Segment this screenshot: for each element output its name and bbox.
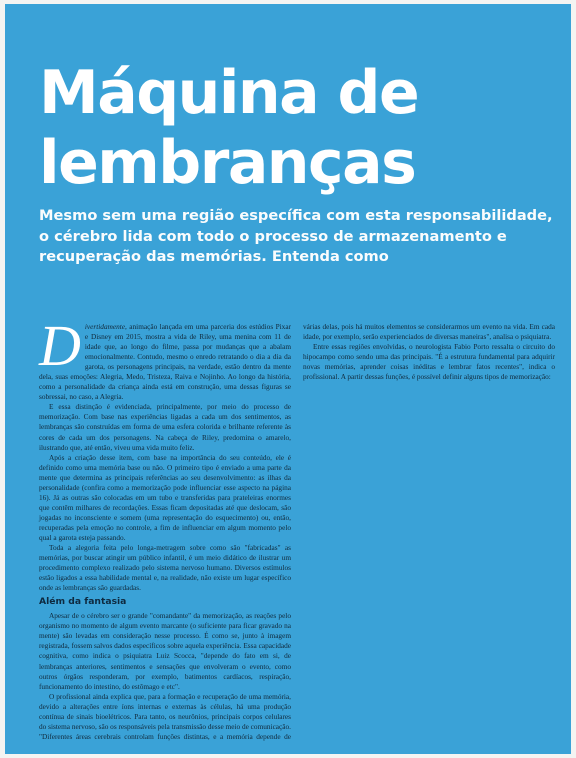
- paragraph-2: E essa distinção é evidenciada, principalmente, por meio do processo de memorização. Com base nas experiências ligadas a cada um dos sentimentos, as lembranças são construídas em forma de uma esfera colorida e brilhante referente às cores de cada um dos personagens. Na cabeça de Riley, predomina o amarelo, ilustrando que, até então, viveu uma vida muito feliz.: [39, 402, 291, 452]
- subtitle-line-2: o cérebro lida com todo o processo de armazenamento e: [39, 227, 507, 245]
- subtitle-line-1: Mesmo sem uma região específica com esta responsabilidade,: [39, 207, 553, 224]
- paragraph-intro-text: , animação lançada em uma parceria dos estúdios Pixar e Disney em 2015, mostra a vida de Riley, uma menina com 11 de idade que, ao longo do filme, passa por mudanças que a abalam emocionalmente. Contudo, mesmo o enredo retratando o dia a dia da garota, os personagens principais, na verdade, estão dentro da mente dela, suas emoções: Alegria, Medo, Tristeza, Raiva e Nojinho. Ao longo da história, como a personalidade da criança ainda está em construção, uma dessas figuras se sobressai, no caso, a Alegria.: [39, 322, 291, 402]
- paragraph-intro: [39, 313, 291, 402]
- subtitle-line-3: recuperação das memórias. Entenda como: [39, 248, 389, 265]
- title-line-1: Máquina de: [39, 58, 419, 128]
- paragraph-3: Após a criação desse item, com base na importância do seu conteúdo, ele é definido como uma memória base ou não. O primeiro tipo é enviado a uma parte da mente que determina as principais referências ao seu desenvolvimento: as ilhas da personalidade (confira como a memorização pode influenciar esse aspecto na página 16). Já as outras são colocadas em um tubo e transferidas para prateleiras enormes que contêm milhares de recordações. Essas ficam depositadas até que deslocam, são jogadas no inconsciente e somem (uma representação do esquecimento) ou, então, recuperadas pela emoção no controle, a fim de influenciar em algum momento pelo qual a garota esteja passando.: [39, 452, 291, 542]
- paragraph-7: Entre essas regiões envolvidas, o neurologista Fabio Porto ressalta o circuito do hipocampo como sendo uma das principais. "É a estrutura fundamental para adquirir novas memórias, aprender coisas inéditas e lembrar fatos recentes", indica o profissional. A partir dessas funções, é possível definir alguns tipos de memorização:: [303, 342, 555, 382]
- magazine-page: [5, 4, 571, 754]
- article-subtitle: [39, 206, 557, 268]
- article-body: [39, 313, 555, 747]
- paragraph-6: O profissional ainda explica que, para a formação e recuperação de uma memória, devido a alterações entre íons internas e externas às células, há uma produção contínua de sinais bioelétricos. Para tanto, os neurônios, principais corpos celulares do sistema nervoso, são os responsáveis pela transmissão desse meio de comunicação. "Diferentes áreas cerebrais controlam funções distintas, e a memória depende de várias delas, pois há muitos elementos se considerarmos um evento na vida. Em cada idade, por exemplo, serão experienciados de diversas maneiras", analisa o psiquiatra.: [39, 322, 555, 741]
- title-line-2: lembranças: [39, 128, 416, 198]
- paragraph-5: Apesar de o cérebro ser o grande "comandante" da memorização, as reações pelo organismo no momento de algum evento marcante (o suficiente para ficar gravado na mente) são levadas em consideração nesse processo. É como se, junto à imagem registrada, fossem salvos dados específicos sobre aquela experiência. Essa capacidade cognitiva, como indica o psiquiatra Luiz Scocca, "depende do fato em si, de lembranças anteriores, sentimentos e sensações que envolveram o evento, como outros órgãos responderam, por exemplo, batimentos cardíacos, respiração, funcionamento do intestino, do estômago e etc".: [39, 611, 291, 691]
- article-title: [39, 58, 559, 198]
- section-heading: Além da fantasia: [39, 596, 127, 608]
- paragraph-4: Toda a alegoria feita pelo longa-metragem sobre como são "fabricadas" as memórias, por buscar atingir um público infantil, é um meio didático de ilustrar um procedimento complexo realizado pelo sistema nervoso humano. Diversos estímulos estão ligados a essa habilidade mental e, na realidade, não existe um lugar específico onde as lembranças são guardadas.: [39, 543, 291, 593]
- film-title: ivertidamente: [84, 322, 126, 331]
- drop-cap: D: [39, 313, 81, 378]
